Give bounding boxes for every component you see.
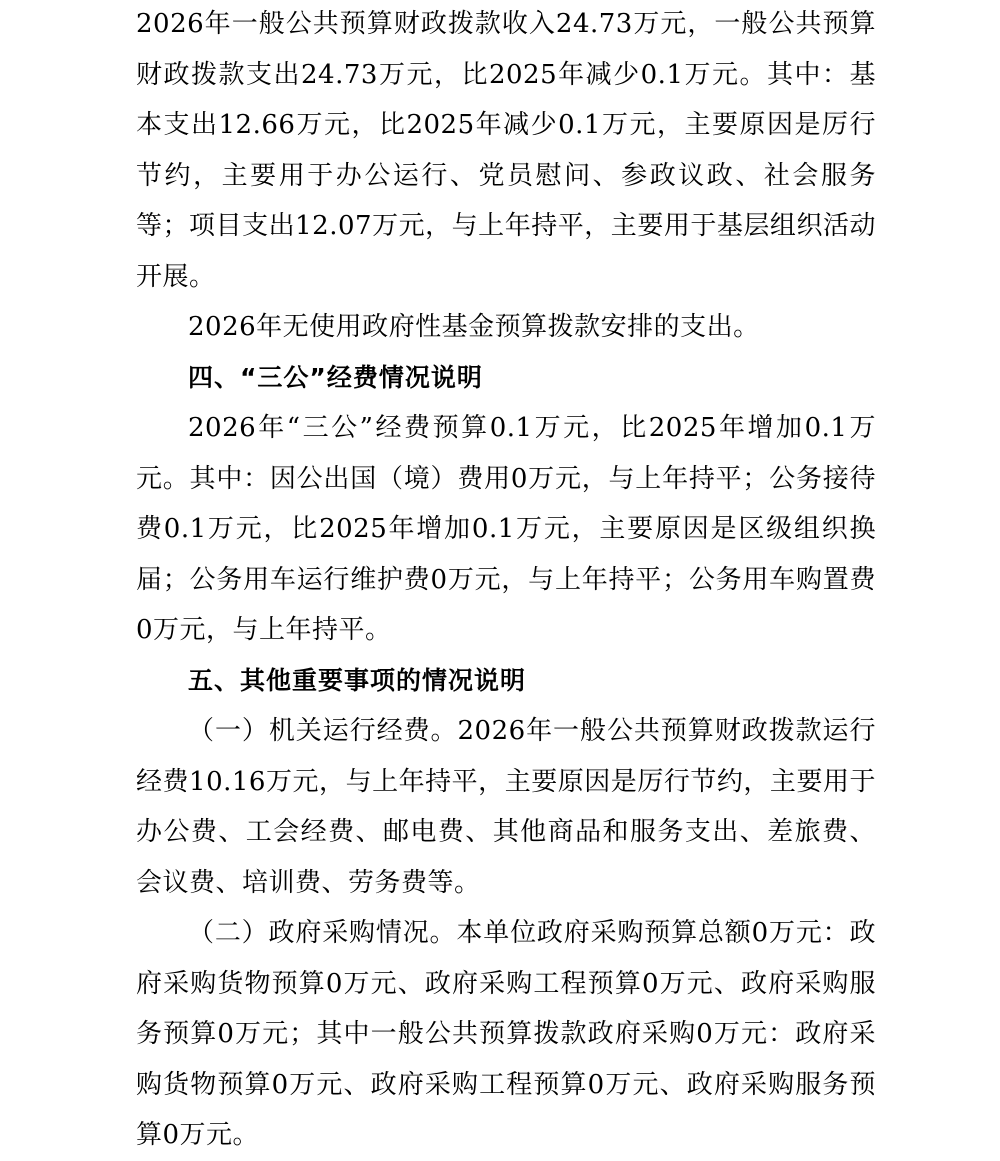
section-heading-three-public: 四、“三公”经费情况说明 [188, 362, 483, 392]
paragraph-fiscal-appropriation: 2026年一般公共预算财政拨款收入24.73万元，一般公共预算财政拨款支出24.73万元，比2025年减少0.1万元。其中：基本支出12.66万元，比2025年减少0.1万元，主要原因是厉行节约，主要用于办公运行、党员慰问、参政议政、社会服务等；项目支出12.07万元，与上年持平，主要用于基层组织活动开展。 [136, 9, 876, 292]
paragraph-government-fund: 2026年无使用政府性基金预算拨款安排的支出。 [188, 312, 760, 342]
paragraph-government-procurement [136, 908, 876, 1161]
subsection-title-procurement: （二）政府采购情况。 [188, 918, 457, 948]
document-body [136, 0, 876, 1161]
subsection-title-operating-expenses: （一）机关运行经费。 [188, 716, 458, 746]
section-heading-other-matters: 五、其他重要事项的情况说明 [188, 665, 527, 695]
operating-expenses-text: 2026年一般公共预算财政拨款运行经费10.16万元，与上年持平，主要原因是厉行节约，主要用于办公费、工会经费、邮电费、其他商品和服务支出、差旅费、会议费、培训费、劳务费等。 [136, 716, 876, 898]
paragraph-three-public-expenses: 2026年“三公”经费预算0.1万元，比2025年增加0.1万元。其中：因公出国（境）费用0万元，与上年持平；公务接待费0.1万元，比2025年增加0.1万元，主要原因是区级组织换届；公务用车运行维护费0万元，与上年持平；公务用车购置费0万元，与上年持平。 [136, 413, 876, 645]
procurement-text: 本单位政府采购预算总额0万元：政府采购货物预算0万元、政府采购工程预算0万元、政府采购服务预算0万元；其中一般公共预算拨款政府采购0万元：政府采购货物预算0万元、政府采购工程预算0万元、政府采购服务预算0万元。 [136, 918, 876, 1150]
paragraph-operating-expenses [136, 706, 876, 908]
